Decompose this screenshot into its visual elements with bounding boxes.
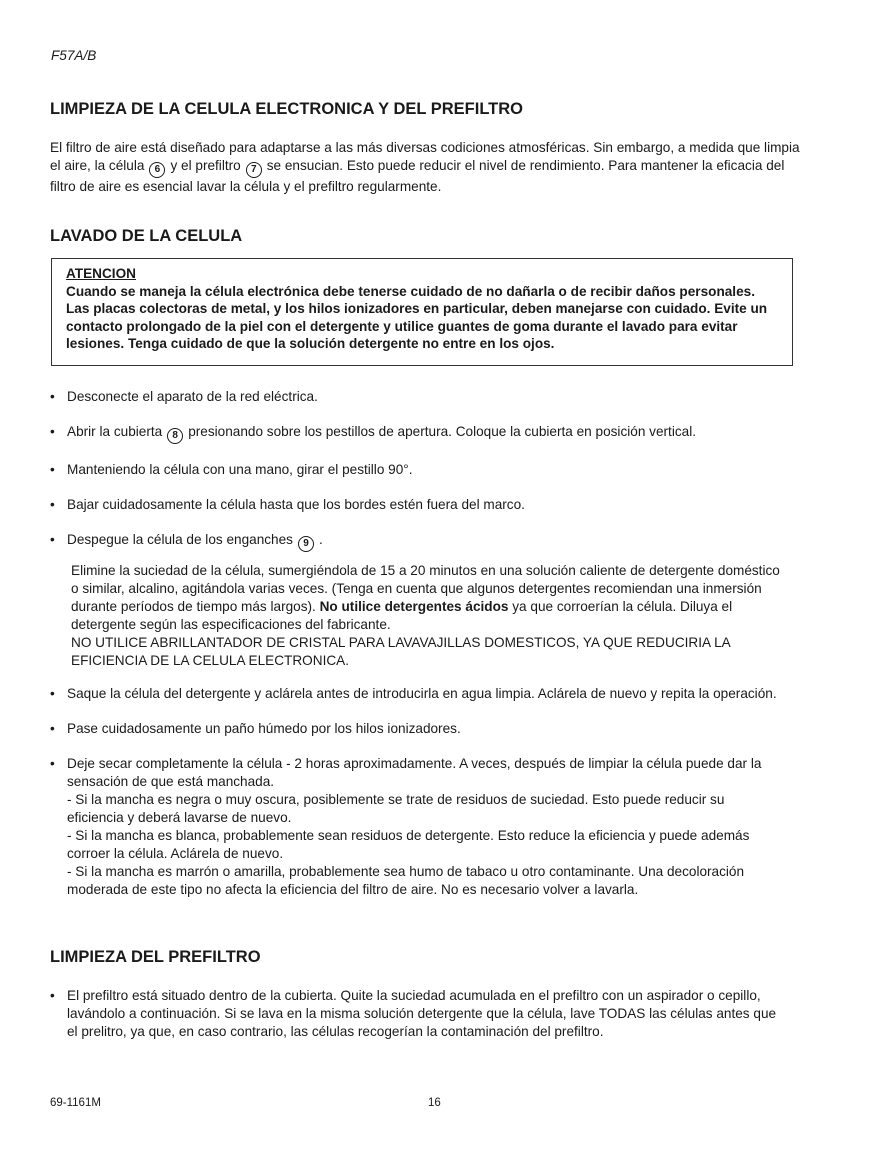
intro-text-c: se ensucian. Esto puede reducir el nivel de rendimiento. Para mantener la eficacia del filtro de aire es esencial lavar la célula y el prefiltro regularmente. xyxy=(50,158,785,194)
intro-text-b: y el prefiltro xyxy=(170,158,241,173)
page-number: 16 xyxy=(428,1097,441,1109)
section-title-cell-cleaning: LIMPIEZA DE LA CELULA ELECTRONICA Y DEL PREFILTRO xyxy=(50,100,524,118)
steps-list-a xyxy=(50,388,790,552)
list-item: • El prefiltro está situado dentro de la cubierta. Quite la suciedad acumulada en el prefiltro con un aspirador o cepillo, lavándolo a continuación. Si se lava en la misma solución detergente que la célula, lave TODAS las células antes que el prelitro, ya que, en caso contrario, las células recogerían la contaminación del prefiltro. xyxy=(50,987,780,1041)
warning-text: Cuando se maneja la célula electrónica debe tenerse cuidado de no dañarla o de recibir daños personales. Las placas colectoras de metal, y los hilos ionizadores en particular, deben manejarse con cuidado. Evite un contacto prolongado de la piel con el detergente y utilice guantes de goma durante el lavado para evitar lesiones. Tenga cuidado de que la solución detergente no entre en los ojos. xyxy=(66,283,768,351)
stain-note: - Si la mancha es blanca, probablemente sean residuos de detergente. Esto reduce la eficiencia y puede además corroer la célula. Aclárela de nuevo. xyxy=(67,828,750,861)
warning-title: ATENCION xyxy=(66,266,136,281)
list-item xyxy=(50,423,790,444)
step-text: Despegue la célula de los enganches xyxy=(67,532,293,547)
washing-warning-bold: No utilice detergentes ácidos xyxy=(319,599,509,614)
document-code: F57A/B xyxy=(51,48,97,63)
section-title-prefilter: LIMPIEZA DEL PREFILTRO xyxy=(50,948,261,966)
list-item: • Bajar cuidadosamente la célula hasta que los bordes estén fuera del marco. xyxy=(50,496,790,514)
step-text: Abrir la cubierta xyxy=(67,424,163,439)
stain-note: - Si la mancha es negra o muy oscura, posiblemente se trate de residuos de suciedad. Esto puede reducir su eficiencia y deberá lavarse de nuevo. xyxy=(67,792,725,825)
section-title-cell-washing: LAVADO DE LA CELULA xyxy=(50,227,243,245)
reference-number-icon: 6 xyxy=(149,162,165,178)
intro-text-a: El filtro de aire está diseñado para adaptarse a las más diversas codiciones atmosféricas. Sin embargo, a medida que limpia el aire, la célula xyxy=(50,140,800,173)
list-item xyxy=(50,531,790,552)
washing-instructions xyxy=(71,562,791,670)
reference-number-icon: 7 xyxy=(246,162,262,178)
washing-caps-warning: NO UTILICE ABRILLANTADOR DE CRISTAL PARA LAVAVAJILLAS DOMESTICOS, YA QUE REDUCIRIA LA EFICIENCIA DE LA CELULA ELECTRONICA. xyxy=(71,635,730,668)
steps-list-b xyxy=(50,685,780,899)
step-text: presionando sobre los pestillos de apertura. Coloque la cubierta en posición vertical. xyxy=(188,424,697,439)
washing-text: Elimine la suciedad de la célula, sumergiéndola de 15 a 20 minutos en una solución caliente de detergente doméstico o similar, alcalino, agitándola varias veces. (Tenga en cuenta que algunos detergentes recomiendan una inmersión durante períodos de tiempo más largos). xyxy=(71,563,780,614)
step-text: • Deje secar completamente la célula - 2 horas aproximadamente. A veces, después de limpiar la célula puede dar la sensación de que está manchada. xyxy=(67,756,762,789)
prefilter-list xyxy=(50,987,780,1041)
list-item: • Saque la célula del detergente y aclárela antes de introducirla en agua limpia. Aclárela de nuevo y repita la operación. xyxy=(50,685,780,703)
list-item: • Desconecte el aparato de la red eléctrica. xyxy=(50,388,790,406)
list-item xyxy=(50,755,780,899)
reference-number-icon: 9 xyxy=(298,536,314,552)
list-item: • Manteniendo la célula con una mano, girar el pestillo 90°. xyxy=(50,461,790,479)
warning-box xyxy=(51,258,793,366)
intro-paragraph xyxy=(50,139,810,196)
washing-text: ya que corroerían la célula. Diluya el detergente según las especificaciones del fabricante. xyxy=(71,599,733,632)
step-text: . xyxy=(318,532,323,547)
document-number: 69-1161M xyxy=(50,1097,101,1109)
reference-number-icon: 8 xyxy=(167,428,183,444)
list-item: • Pase cuidadosamente un paño húmedo por los hilos ionizadores. xyxy=(50,720,780,738)
stain-note: - Si la mancha es marrón o amarilla, probablemente sea humo de tabaco u otro contaminante. Una decoloración moderada de este tipo no afecta la eficiencia del filtro de aire. No es necesario volver a lavarla. xyxy=(67,864,745,897)
